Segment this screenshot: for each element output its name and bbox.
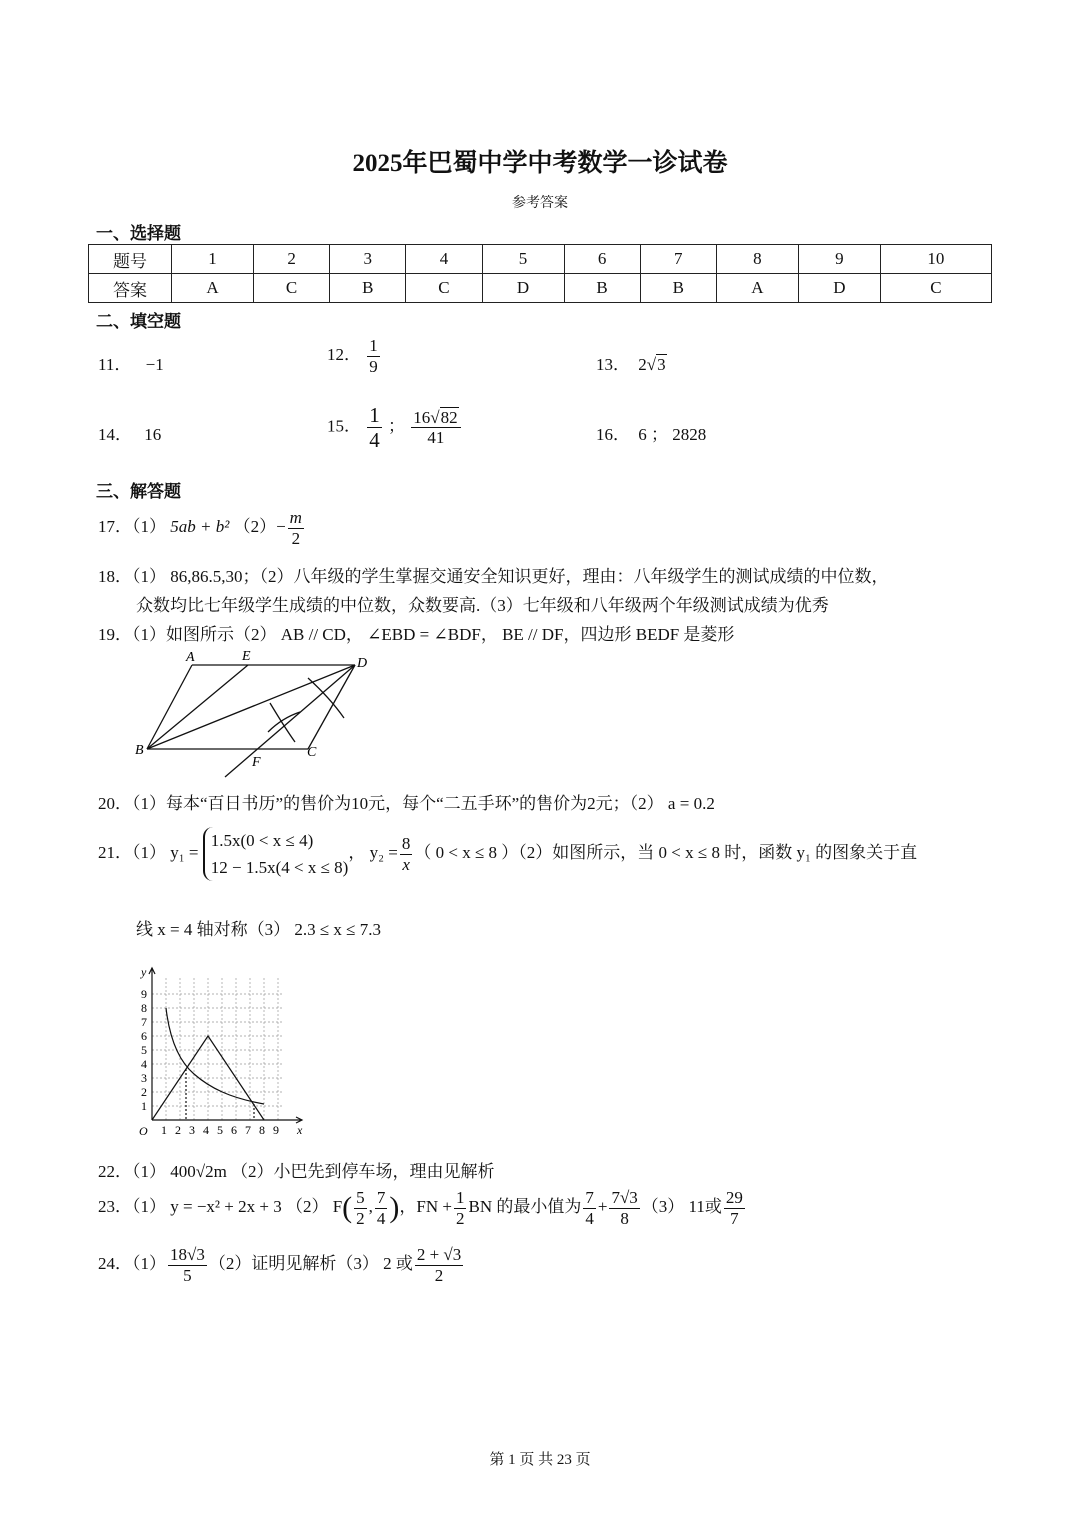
question-number: 22． (98, 1162, 132, 1181)
answer-value: 6 ； 2828 (638, 425, 707, 444)
answer-16 (596, 420, 706, 445)
fraction (415, 1245, 463, 1285)
case-2: 12 − 1.5x(4 < x ≤ 8) (210, 858, 349, 878)
fraction (609, 1188, 639, 1228)
answer-cell: C (406, 274, 482, 303)
y-tick: 3 (141, 1071, 147, 1085)
case-1: 1.5x(0 < x ≤ 4) (210, 831, 314, 850)
y-tick: 2 (141, 1085, 147, 1099)
fraction (367, 403, 382, 452)
answer-text: （1）如图所示（2） AB // CD， ∠EBD = ∠BDF， BE // DF，四边形 BEDF 是菱形 (132, 625, 735, 644)
part-text: （1） y = −x² + 2x + 3 （2） F (132, 1196, 343, 1216)
answer-20 (98, 789, 715, 814)
radicand: 3 (657, 355, 666, 374)
question-number: 20． (98, 794, 132, 813)
y-tick: 4 (141, 1057, 147, 1071)
origin-label: O (139, 1124, 148, 1138)
fraction (367, 336, 380, 376)
fraction-denominator: 2 (455, 1208, 465, 1228)
y-tick: 5 (141, 1043, 147, 1057)
answer-17 (98, 508, 306, 548)
fraction (454, 1188, 467, 1228)
answer-cell: B (564, 274, 640, 303)
label-e: E (242, 649, 251, 664)
fraction-numerator: 5 (356, 1188, 365, 1207)
answer-cell: D (482, 274, 564, 303)
construction-arc (268, 712, 300, 732)
fraction-numerator: 7 (585, 1188, 594, 1207)
segment-fd-extended (225, 665, 355, 777)
part-text: （2）证明见解析（3） 2 或 (208, 1253, 413, 1273)
answer-text: BN 的最小值为 (468, 1196, 582, 1216)
answer-21-line2: 线 x = 4 轴对称（3） 2.3 ≤ x ≤ 7.3 (136, 920, 381, 939)
x-tick: 7 (245, 1123, 251, 1137)
fraction (354, 1188, 367, 1228)
fraction (168, 1245, 207, 1285)
radicand: 82 (440, 407, 458, 427)
y2-label: ， y₂ = (348, 843, 398, 863)
question-number: 14． (98, 425, 132, 444)
separator: ； (388, 416, 405, 436)
fraction-numerator: 18√3 (170, 1245, 205, 1264)
question-cell: 3 (330, 245, 406, 274)
question-cell: 9 (798, 245, 880, 274)
fraction (724, 1188, 745, 1228)
answer-cell: C (880, 274, 991, 303)
question-number: 18． (98, 567, 132, 586)
question-number: 12． (327, 344, 361, 364)
rhombus-figure (130, 648, 380, 783)
fraction-denominator: 5 (183, 1265, 192, 1285)
answer-18-line1 (98, 562, 889, 587)
question-cell: 8 (716, 245, 798, 274)
y-axis-label: y (141, 965, 147, 979)
segment-dc (308, 665, 355, 749)
fraction-numerator: 1 (369, 403, 380, 427)
coefficient: 16 (413, 407, 431, 427)
answer-cell: D (798, 274, 880, 303)
question-number: 19． (98, 625, 132, 644)
part-text: （3） 11或 (641, 1196, 722, 1216)
y-tick: 8 (141, 1001, 147, 1015)
piecewise-brace (203, 827, 349, 881)
fraction-numerator: m (289, 508, 302, 527)
fraction-numerator: 1 (455, 1188, 465, 1207)
fraction-numerator: 29 (725, 1188, 743, 1207)
x-tick: 8 (259, 1123, 265, 1137)
x-tick: 9 (273, 1123, 279, 1137)
question-cell: 6 (564, 245, 640, 274)
answer-22 (98, 1157, 495, 1182)
answer-table (88, 244, 992, 303)
fraction-denominator: 9 (369, 356, 378, 376)
question-number: 21． (98, 843, 132, 863)
fraction-denominator: 4 (369, 428, 380, 453)
section-heading-choice: 一、选择题 (96, 224, 181, 243)
fraction (411, 408, 460, 448)
fraction-numerator: 1 (369, 336, 378, 355)
y-tick: 6 (141, 1029, 147, 1043)
answer-text: （1） 86,86.5,30；（2）八年级的学生掌握交通安全知识更好，理由：八年级学生的测试成绩的中位数， (132, 567, 889, 586)
fraction-numerator: 7 (376, 1188, 386, 1207)
part-label: （2） (233, 516, 277, 536)
minus-sign: − (276, 516, 286, 536)
fraction-denominator: 4 (585, 1208, 594, 1228)
x-tick: 1 (161, 1123, 167, 1137)
question-cell: 2 (253, 245, 329, 274)
right-paren: ) (389, 1191, 400, 1225)
question-cell: 10 (880, 245, 991, 274)
question-number: 23． (98, 1196, 132, 1216)
part-text: （1） y₁ = (132, 843, 199, 863)
fraction-numerator: 8 (401, 834, 411, 854)
part-label: （1） (132, 516, 166, 536)
fraction (583, 1188, 596, 1228)
x-tick: 3 (189, 1123, 195, 1137)
segment-ab (147, 665, 192, 749)
fraction-denominator: 4 (376, 1208, 386, 1228)
answer-cell: B (330, 274, 406, 303)
answer-13: 13． 2√3 (596, 355, 666, 374)
question-number: 24． (98, 1253, 132, 1273)
question-cell: 1 (172, 245, 254, 274)
fraction-denominator: 2 (291, 528, 301, 548)
row-label-question: 题号 (89, 245, 172, 274)
answer-24 (98, 1245, 465, 1285)
question-number-row (89, 245, 992, 274)
answer-text: （ 0 < x ≤ 8 ）（2）如图所示，当 0 < x ≤ 8 时，函数 y₁ 的图象关于直 (414, 843, 918, 863)
page-title: 2025年巴蜀中学中考数学一诊试卷 (352, 150, 728, 177)
page-footer: 第 1 页 共 23 页 (489, 1452, 591, 1468)
fraction-denominator: x (402, 854, 410, 874)
y2-curve (166, 1008, 264, 1104)
answer-cell: A (172, 274, 254, 303)
answer-value: 16 (144, 425, 162, 444)
x-tick: 4 (203, 1123, 209, 1137)
answer-text: （1） 400√2m （2）小巴先到停车场，理由见解析 (132, 1162, 495, 1181)
answer-cell: B (640, 274, 716, 303)
question-cell: 5 (482, 245, 564, 274)
answer-cell: C (253, 274, 329, 303)
fraction-denominator: 2 (434, 1265, 444, 1285)
y-tick: 7 (141, 1015, 147, 1029)
plus-sign: + (597, 1196, 608, 1216)
y-tick: 1 (141, 1099, 147, 1113)
answer-21-line1 (98, 827, 917, 881)
fraction (375, 1188, 388, 1228)
x-tick: 6 (231, 1123, 237, 1137)
label-d: D (357, 656, 368, 671)
question-number: 15． (327, 416, 361, 436)
question-number: 13． (596, 355, 630, 374)
left-paren: ( (342, 1191, 353, 1225)
page-subtitle: 参考答案 (512, 196, 568, 211)
row-label-answer: 答案 (89, 274, 172, 303)
construction-arc (270, 703, 295, 742)
answer-11 (98, 350, 164, 375)
answer-value: −1 (145, 355, 164, 374)
label-b: B (135, 743, 144, 758)
expression: 5ab + b² (170, 516, 230, 536)
question-number: 11． (98, 355, 132, 374)
label-c: C (307, 745, 317, 760)
fraction-numerator: 2 + √3 (416, 1245, 462, 1264)
question-cell: 4 (406, 245, 482, 274)
answer-row (89, 274, 992, 303)
segment-bd (147, 665, 355, 749)
answer-12 (327, 336, 382, 376)
answer-23: 23．（1） y = −x² + 2x + 3 （2） F( $\frac{5}{2}$ , $\frac{7}{4}$ )，FN + $\frac{1}{2}$ BN 的最小值为 $\frac{7}{4}$ + $\frac{7√3}{8}$ （3） 11或 $\frac{29}{7}$ (98, 1188, 743, 1228)
answer-cell: A (716, 274, 798, 303)
part-label: （1） (132, 1253, 166, 1273)
fraction-denominator: 41 (427, 428, 445, 448)
label-f: F (252, 755, 261, 770)
function-graph (130, 962, 315, 1142)
section-heading-fill: 二、填空题 (96, 312, 181, 331)
x-axis-label: x (297, 1123, 303, 1137)
answer-18-line2: 众数均比七年级学生成绩的中位数，众数要高.（3）七年级和八年级两个年级测试成绩为优秀 (136, 596, 829, 615)
answer-text: ，FN + (399, 1196, 452, 1216)
fraction-denominator: 7 (730, 1208, 739, 1228)
fraction (400, 834, 413, 874)
fraction-denominator: 2 (356, 1208, 365, 1228)
fraction-denominator: 8 (620, 1208, 629, 1228)
section-heading-solve: 三、解答题 (96, 482, 181, 501)
y-tick: 9 (141, 987, 147, 1001)
answer-text: （1）每本“百日书历”的售价为10元，每个“二五手环”的售价为2元；（2） a = 0.2 (132, 794, 715, 813)
segment-be (147, 665, 248, 749)
x-tick: 2 (175, 1123, 181, 1137)
question-number: 17． (98, 516, 132, 536)
coefficient: 2 (638, 355, 647, 374)
answer-15 (327, 403, 463, 452)
x-tick: 5 (217, 1123, 223, 1137)
answer-19 (98, 620, 734, 645)
construction-arc (308, 678, 344, 718)
label-a: A (186, 650, 195, 665)
question-number: 16． (596, 425, 630, 444)
fraction-numerator: 16√82 (411, 408, 460, 429)
answer-14 (98, 420, 161, 445)
question-cell: 7 (640, 245, 716, 274)
fraction (288, 508, 304, 548)
fraction-numerator: 7√3 (611, 1188, 638, 1207)
